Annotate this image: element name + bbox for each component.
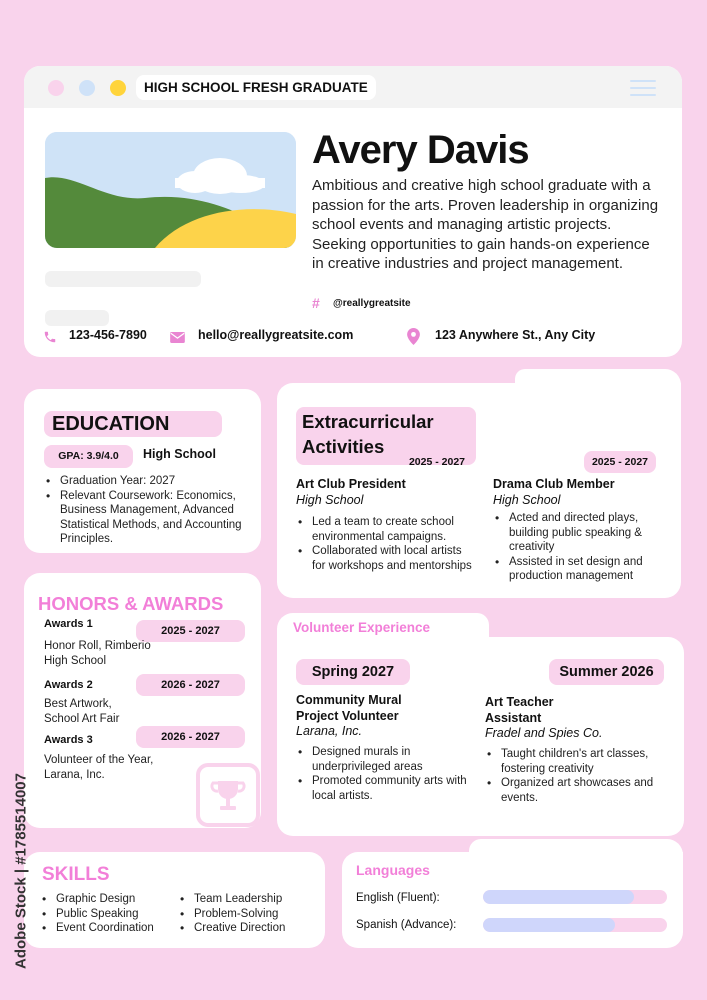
list-item: • Acted and directed plays, building public speaking & creativity: [493, 511, 673, 555]
date-badge: 2026 - 2027: [136, 726, 245, 748]
window-dot-yellow: [110, 80, 126, 96]
header-card: [24, 66, 682, 357]
list-item: • Graphic Design: [40, 892, 170, 907]
list-item: • Team Leadership: [178, 892, 318, 907]
hashtag-icon: #: [312, 295, 320, 311]
email-icon: [170, 332, 185, 343]
address: 123 Anywhere St., Any City: [435, 328, 596, 342]
award-label: Awards 3: [44, 734, 93, 746]
volunteer-role: Community Mural Project Volunteer: [296, 693, 402, 723]
award-text: Best Artwork, School Art Fair: [44, 698, 120, 725]
candidate-name: Avery Davis: [312, 128, 529, 172]
volunteer-org: Larana, Inc.: [296, 724, 363, 738]
card-tab: [469, 839, 683, 865]
award-text: Volunteer of the Year, Larana, Inc.: [44, 754, 154, 781]
skills-title: SKILLS: [42, 864, 110, 885]
activity-bullets: [296, 515, 476, 573]
languages-card: [342, 852, 683, 948]
list-item: • Taught children's art classes, fostering creativity: [485, 747, 675, 776]
landscape-image: [45, 132, 296, 248]
activity-role: Drama Club Member: [493, 477, 615, 491]
list-item: • Creative Direction: [178, 921, 318, 936]
list-item: • Designed murals in underprivileged areas: [296, 745, 474, 774]
window-dot-pink: [48, 80, 64, 96]
date-badge: 2025 - 2027: [136, 620, 245, 642]
window-dot-blue: [79, 80, 95, 96]
list-item: • Organized art showcases and events.: [485, 776, 675, 805]
activity-org: High School: [493, 493, 561, 507]
award-text: Honor Roll, Rimberio High School: [44, 640, 151, 667]
stock-watermark: [6, 756, 36, 986]
education-card: [24, 389, 261, 553]
honors-card: [24, 573, 261, 828]
email-address[interactable]: hello@reallygreatsite.com: [198, 328, 354, 342]
list-item: • Graduation Year: 2027: [44, 474, 256, 489]
list-item: • Public Speaking: [40, 907, 170, 922]
headline-tag: HIGH SCHOOL FRESH GRADUATE: [136, 75, 376, 100]
trophy-icon: [200, 767, 256, 823]
date-badge: 2025 - 2027: [408, 456, 466, 468]
volunteer-bullets: [296, 745, 474, 803]
language-level-fill: [483, 918, 615, 932]
language-level-fill: [483, 890, 634, 904]
date-badge: 2025 - 2027: [584, 451, 656, 473]
volunteer-title: Volunteer Experience: [293, 620, 431, 635]
list-item: • Event Coordination: [40, 921, 170, 936]
education-title: EDUCATION: [44, 411, 222, 437]
menu-icon: [630, 80, 656, 101]
activity-org: High School: [296, 493, 364, 507]
activity-bullets: [493, 511, 673, 584]
language-name: English (Fluent):: [356, 892, 440, 904]
language-level-bar: [483, 918, 667, 932]
profile-summary: Ambitious and creative high school graduate with a passion for the arts. Proven leadership in organizing school events and managing artistic projects. Seeking opportunities to gain hands-on experience in creative industries and project management.: [312, 177, 659, 273]
phone-number[interactable]: 123-456-7890: [69, 328, 147, 342]
social-handle[interactable]: @reallygreatsite: [333, 298, 411, 309]
list-item: • Problem-Solving: [178, 907, 318, 922]
activity-role: Art Club President: [296, 477, 406, 491]
list-item: • Relevant Coursework: Economics, Business Management, Advanced Statistical Methods, and Accounting Principles.: [44, 489, 256, 547]
volunteer-card: [277, 620, 684, 836]
placeholder-bar: [45, 310, 109, 326]
gpa-badge: GPA: 3.9/4.0: [44, 445, 133, 468]
location-icon: [407, 328, 420, 345]
list-item: • Promoted community arts with local artists.: [296, 774, 474, 803]
extracurricular-card: [277, 383, 681, 598]
card-tab: [515, 369, 681, 399]
education-bullets: [44, 474, 256, 547]
date-badge: Summer 2026: [549, 659, 664, 685]
extracurricular-title: Extracurricular Activities: [296, 407, 476, 465]
language-level-bar: [483, 890, 667, 904]
list-item: • Assisted in set design and production management: [493, 555, 673, 584]
trophy-tile: [196, 763, 260, 827]
placeholder-bar: [45, 271, 201, 287]
volunteer-org: Fradel and Spies Co.: [485, 726, 603, 740]
skills-list: [40, 892, 170, 936]
date-badge: 2026 - 2027: [136, 674, 245, 696]
skills-list: [178, 892, 318, 936]
date-badge: Spring 2027: [296, 659, 410, 685]
education-school: High School: [143, 447, 216, 461]
honors-title: HONORS & AWARDS: [38, 593, 224, 614]
list-item: • Collaborated with local artists for workshops and mentorships: [296, 544, 476, 573]
volunteer-role: Art Teacher Assistant: [485, 695, 554, 725]
award-label: Awards 2: [44, 679, 93, 691]
window-titlebar: [24, 66, 682, 108]
languages-title: Languages: [356, 862, 430, 878]
award-label: Awards 1: [44, 618, 93, 630]
skills-card: [24, 852, 325, 948]
list-item: • Led a team to create school environmental campaigns.: [296, 515, 476, 544]
watermark-text: Adobe Stock | #1785514007: [12, 773, 30, 969]
language-name: Spanish (Advance):: [356, 919, 457, 931]
phone-icon: [43, 330, 57, 344]
volunteer-bullets: [485, 747, 675, 805]
